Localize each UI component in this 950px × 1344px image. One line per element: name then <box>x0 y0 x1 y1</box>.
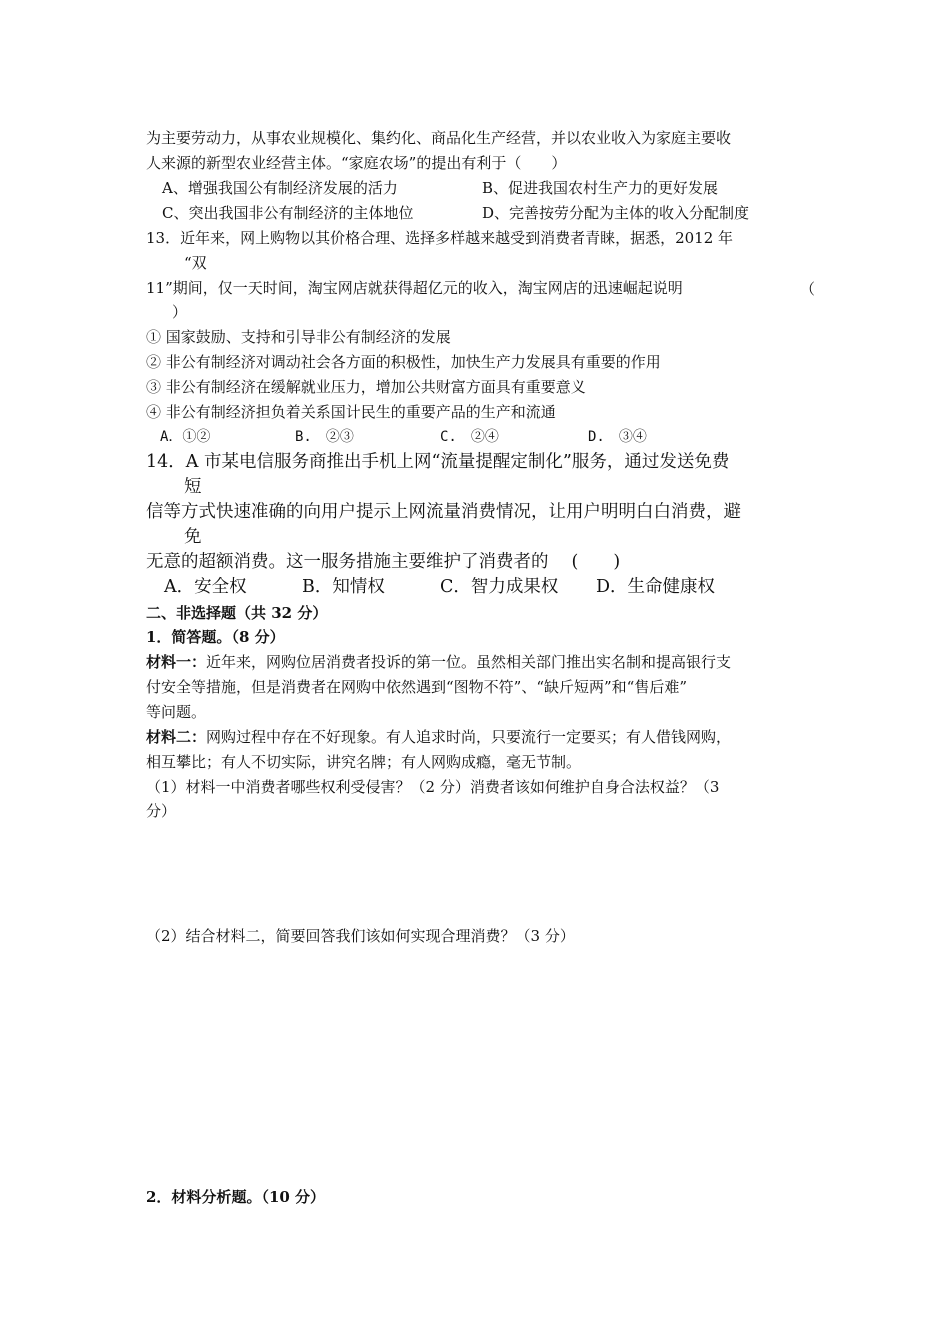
q12-option-c: C、突出我国非公有制经济的主体地位 <box>162 204 414 222</box>
q14-line-2-wrap: 免 <box>184 527 202 547</box>
q14-option-a: A．安全权 <box>164 577 247 597</box>
sub-question-1-line-1: （1）材料一中消费者哪些权利受侵害？（2 分）消费者该如何维护自身合法权益？（3 <box>146 778 720 796</box>
q12-option-d: D、完善按劳分配为主体的收入分配制度 <box>482 204 750 222</box>
material-2-text-1: 网购过程中存在不好现象。有人追求时尚，只要流行一定要买；有人借钱网购， <box>206 728 732 746</box>
q13-item-2: ② 非公有制经济对调动社会各方面的积极性，加快生产力发展具有重要的作用 <box>146 353 661 371</box>
q13-option-b: B. ②③ <box>295 429 354 445</box>
material-1-line-1 <box>146 652 731 672</box>
q12-line-1: 为主要劳动力，从事农业规模化、集约化、商品化生产经营，并以农业收入为家庭主要收 <box>146 129 732 147</box>
q14-line-1-wrap: 短 <box>184 477 202 497</box>
sub-question-2: （2）结合材料二，简要回答我们该如何实现合理消费？（3 分） <box>146 927 575 945</box>
material-2-line-1 <box>146 727 731 747</box>
q14-line-3: 无意的超额消费。这一服务措施主要维护了消费者的 ( ) <box>146 552 621 572</box>
q12-option-b: B、促进我国农村生产力的更好发展 <box>482 179 719 197</box>
q1-title: 1．简答题。（8 分） <box>146 628 285 646</box>
q13-line-2: 11”期间，仅一天时间，淘宝网店就获得超亿元的收入，淘宝网店的迅速崛起说明 <box>146 279 683 297</box>
q12-line-2: 人来源的新型农业经营主体。“家庭农场”的提出有利于（ ） <box>146 154 567 172</box>
q13-paren-open: （ <box>800 280 816 298</box>
sub-question-1-line-2: 分） <box>146 802 177 820</box>
material-2-label: 材料二： <box>146 728 207 746</box>
q13-line-1: 13．近年来，网上购物以其价格合理、选择多样越来越受到消费者青睐，据悉，2012 年 <box>146 229 734 247</box>
material-1-label: 材料一： <box>146 653 207 671</box>
q13-item-4: ④ 非公有制经济担负着关系国计民生的重要产品的生产和流通 <box>146 403 556 421</box>
section-2-heading: 二、非选择题（共 32 分） <box>146 604 328 622</box>
material-1-line-2: 付安全等措施，但是消费者在网购中依然遇到“图物不符”、“缺斤短两”和“售后难” <box>146 678 688 696</box>
q13-option-a: A．①② <box>160 429 211 445</box>
q13-line-1-wrap: “双 <box>184 254 207 272</box>
q2-title: 2．材料分析题。（10 分） <box>146 1188 326 1206</box>
q13-item-3: ③ 非公有制经济在缓解就业压力，增加公共财富方面具有重要意义 <box>146 378 586 396</box>
q14-option-b: B．知情权 <box>302 577 385 597</box>
q13-paren-close: ） <box>172 303 188 321</box>
q13-option-d: D. ③④ <box>588 429 647 445</box>
q14-line-2: 信等方式快速准确的向用户提示上网流量消费情况，让用户明明白白消费，避 <box>146 502 741 522</box>
q13-option-c: C. ②④ <box>440 429 499 445</box>
q12-option-a: A、增强我国公有制经济发展的活力 <box>162 179 398 197</box>
q14-option-c: C．智力成果权 <box>440 577 559 597</box>
q14-option-d: D．生命健康权 <box>596 577 716 597</box>
q13-item-1: ① 国家鼓励、支持和引导非公有制经济的发展 <box>146 328 451 346</box>
material-1-line-3: 等问题。 <box>146 703 207 721</box>
q14-line-1: 14．A 市某电信服务商推出手机上网“流量提醒定制化”服务，通过发送免费 <box>146 452 730 472</box>
material-1-text-1: 近年来，网购位居消费者投诉的第一位。虽然相关部门推出实名制和提高银行支 <box>206 653 732 671</box>
material-2-line-2: 相互攀比；有人不切实际，讲究名牌；有人网购成瘾，毫无节制。 <box>146 753 582 771</box>
